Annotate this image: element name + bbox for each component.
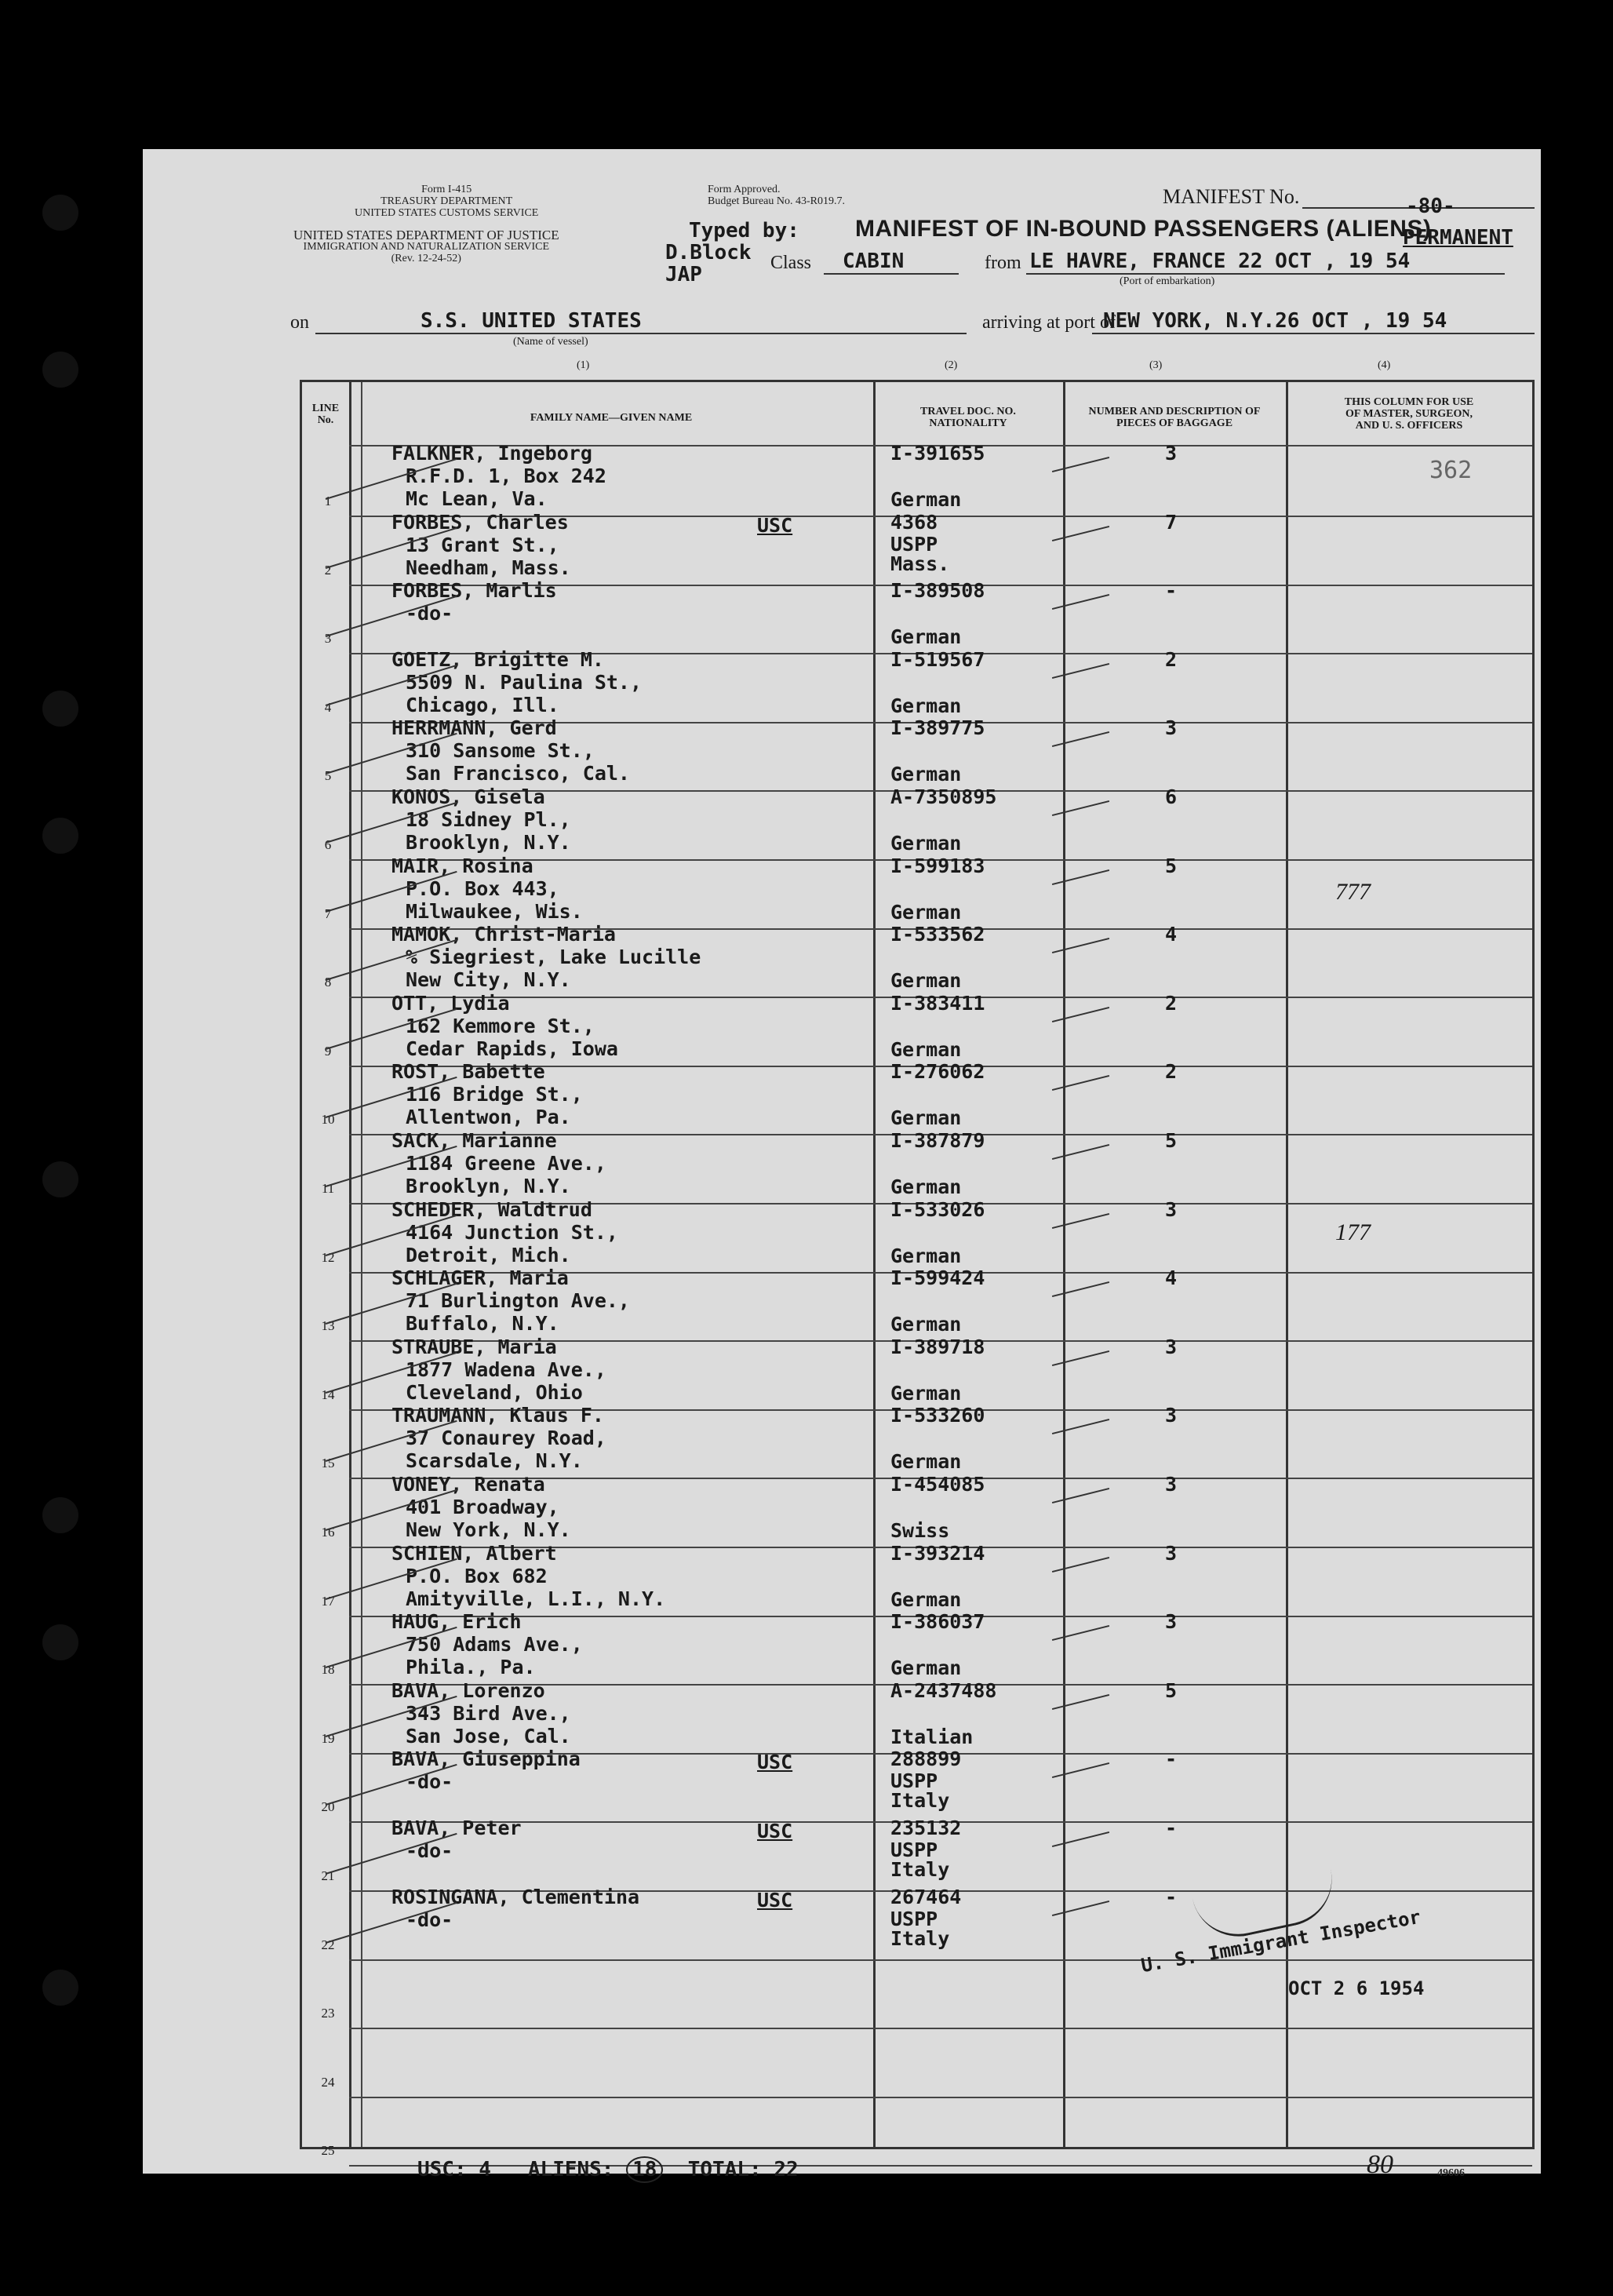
passenger-name: HERRMANN, Gerd <box>391 716 557 740</box>
table-row <box>302 991 1532 1066</box>
travel-doc-no: I-389508 <box>890 579 985 603</box>
passenger-name-address <box>391 1404 606 1473</box>
col-travel-doc: TRAVEL DOC. NO. NATIONALITY <box>920 406 1016 429</box>
nationality: German <box>890 1106 962 1130</box>
passenger-name-address <box>391 1748 581 1794</box>
arriving-label: arriving at port of <box>982 312 1116 333</box>
check-mark <box>1052 1075 1109 1091</box>
baggage-count: 6 <box>1165 785 1178 808</box>
passenger-name: BAVA, Peter <box>391 1817 522 1839</box>
line-number: 15 <box>321 1456 335 1471</box>
passenger-name: FORBES, Marlis <box>391 579 557 603</box>
line-number: 14 <box>321 1387 335 1402</box>
passenger-address: New York, N.Y. <box>406 1518 571 1541</box>
punch-hole <box>42 1970 78 2006</box>
passenger-name: KONOS, Gisela <box>391 785 545 808</box>
baggage-count: 4 <box>1165 923 1178 946</box>
travel-doc-no: A-2437488 <box>890 1678 997 1702</box>
passenger-name: TRAUMANN, Klaus F. <box>391 1404 604 1427</box>
table-row <box>302 785 1532 860</box>
col-marker-1: (1) <box>577 359 590 371</box>
handwritten-mark: 777 <box>1335 879 1371 905</box>
line-number: 8 <box>324 975 332 990</box>
passenger-name-address <box>391 1610 583 1679</box>
passenger-name-address <box>391 1197 618 1266</box>
line-number: 21 <box>321 1868 335 1883</box>
form-number: Form I-415 TREASURY DEPARTMENT UNITED STATES CUSTOMS SERVICE <box>355 184 539 219</box>
travel-doc-no: I-454085 <box>890 1473 985 1496</box>
passenger-address: -do- <box>406 1839 453 1862</box>
vessel-name: S.S. UNITED STATES <box>421 309 642 333</box>
permanent-mark: PERMANENT <box>1403 226 1513 250</box>
baggage-count: - <box>1165 1748 1178 1771</box>
baggage-count: 5 <box>1165 1129 1178 1152</box>
passenger-name: FORBES, Charles <box>391 510 569 534</box>
nationality: German <box>890 969 962 993</box>
col-marker-3: (3) <box>1149 359 1163 371</box>
table-row <box>302 1404 1532 1478</box>
passenger-name: HAUG, Erich <box>391 1610 522 1634</box>
travel-doc-no: I-519567 <box>890 647 985 671</box>
passenger-name-address <box>391 991 618 1060</box>
inspector-stamp: U. S. Immigrant Inspector <box>1139 1905 1422 1977</box>
check-mark <box>1052 526 1109 541</box>
travel-doc-no: I-599424 <box>890 1266 985 1290</box>
passenger-address: P.O. Box 682 <box>406 1564 548 1587</box>
passenger-name-address <box>391 510 571 579</box>
passenger-address: 18 Sidney Pl., <box>406 808 571 831</box>
nationality: German <box>890 1587 962 1611</box>
line-number: 6 <box>324 837 332 852</box>
line-number: 22 <box>321 1937 335 1952</box>
passenger-address: 343 Bird Ave., <box>406 1701 571 1725</box>
line-number: 3 <box>324 631 332 647</box>
line-number: 24 <box>321 2074 335 2090</box>
baggage-count: 4 <box>1165 1266 1178 1290</box>
travel-doc-no: I-276062 <box>890 1060 985 1084</box>
passenger-address: R.F.D. 1, Box 242 <box>406 465 606 487</box>
line-number: 1 <box>324 494 332 508</box>
nationality: Italian <box>890 1725 974 1748</box>
passenger-address: P.O. Box 443, <box>406 876 559 900</box>
nationality: German <box>890 1313 962 1336</box>
passenger-name: SACK, Marianne <box>391 1129 557 1152</box>
passenger-address: Buffalo, N.Y. <box>406 1312 559 1336</box>
passenger-address: Mc Lean, Va. <box>406 487 548 510</box>
baggage-count: 2 <box>1165 991 1178 1015</box>
travel-doc-no: I-533562 <box>890 923 985 946</box>
nationality: USPP Mass. <box>890 532 950 575</box>
baggage-count: 5 <box>1165 1678 1178 1702</box>
passenger-address: San Jose, Cal. <box>406 1724 571 1748</box>
col-baggage: NUMBER AND DESCRIPTION OF PIECES OF BAGGAGE <box>1088 406 1261 429</box>
line-number: 13 <box>321 1318 335 1334</box>
table-row <box>302 1541 1532 1616</box>
passenger-address: -do- <box>406 602 453 625</box>
passenger-name: SCHEDER, Waldtrud <box>391 1197 592 1221</box>
table-row <box>302 510 1532 585</box>
table-row <box>302 1266 1532 1341</box>
passenger-address: 1877 Wadena Ave., <box>406 1358 606 1381</box>
table-row <box>302 579 1532 654</box>
check-mark <box>1052 1281 1109 1297</box>
line-number: 19 <box>321 1730 335 1746</box>
travel-doc-no: A-7350895 <box>890 785 997 808</box>
travel-doc-no: I-383411 <box>890 991 985 1015</box>
passenger-table <box>300 380 1535 2159</box>
baggage-count: 3 <box>1165 1335 1178 1358</box>
passenger-address: Milwaukee, Wis. <box>406 899 583 923</box>
passenger-address: Amityville, L.I., N.Y. <box>406 1587 666 1610</box>
passenger-name-address <box>391 854 583 923</box>
check-mark <box>1052 800 1109 816</box>
check-mark <box>1052 938 1109 953</box>
baggage-count: 3 <box>1165 1404 1178 1427</box>
passenger-name: MAIR, Rosina <box>391 854 533 877</box>
usc-mark: USC <box>757 1888 793 1912</box>
passenger-name: STRAUBE, Maria <box>391 1335 557 1358</box>
baggage-count: 5 <box>1165 854 1178 877</box>
baggage-count: 7 <box>1165 510 1178 534</box>
check-mark <box>1052 663 1109 679</box>
line-number: 16 <box>321 1525 335 1540</box>
nationality: German <box>890 1175 962 1198</box>
passenger-name-address <box>391 1817 522 1862</box>
nationality: German <box>890 1037 962 1061</box>
passenger-address: Brooklyn, N.Y. <box>406 831 571 854</box>
passenger-name-address <box>391 1678 571 1748</box>
check-mark <box>1052 1007 1109 1022</box>
punch-hole <box>42 691 78 727</box>
manifest-no: -80- <box>1406 195 1455 218</box>
vessel-caption: (Name of vessel) <box>513 336 588 348</box>
travel-doc-no: I-533026 <box>890 1197 985 1221</box>
passenger-name: VONEY, Renata <box>391 1473 545 1496</box>
travel-doc-no: I-387879 <box>890 1129 985 1152</box>
nationality: German <box>890 694 962 717</box>
passenger-address: 5509 N. Paulina St., <box>406 670 643 694</box>
line-number: 11 <box>321 1181 335 1196</box>
punch-hole <box>42 195 78 231</box>
passenger-address: 37 Conaurey Road, <box>406 1427 606 1450</box>
baggage-count: 3 <box>1165 716 1178 740</box>
baggage-count: 3 <box>1165 1541 1178 1565</box>
punch-hole <box>42 352 78 388</box>
typed-by: Typed by: D.Block JAP <box>665 219 799 286</box>
table-row <box>302 442 1532 516</box>
passenger-name: SCHLAGER, Maria <box>391 1266 569 1290</box>
passenger-name: ROST, Babette <box>391 1060 545 1084</box>
line-number: 25 <box>321 2143 335 2159</box>
arrival-port: NEW YORK, N.Y.26 OCT , 19 54 <box>1103 309 1447 333</box>
passenger-name: FALKNER, Ingeborg <box>391 442 592 465</box>
baggage-count: 2 <box>1165 647 1178 671</box>
travel-doc-no: I-389718 <box>890 1335 985 1358</box>
page-title: MANIFEST OF IN-BOUND PASSENGERS (ALIENS) <box>855 216 1432 242</box>
line-number: 2 <box>324 562 332 578</box>
baggage-count: - <box>1165 1885 1178 1908</box>
vessel-line <box>315 333 967 334</box>
passenger-name: BAVA, Giuseppina <box>391 1748 581 1771</box>
baggage-count: - <box>1165 1817 1178 1839</box>
line-number: 17 <box>321 1593 335 1609</box>
check-mark <box>1052 1557 1109 1573</box>
passenger-address: Brooklyn, N.Y. <box>406 1175 571 1197</box>
line-number: 5 <box>324 768 332 784</box>
aliens-circled: 18 <box>626 2156 663 2183</box>
nationality: German <box>890 488 962 511</box>
from-label: from <box>985 253 1021 273</box>
punch-hole <box>42 818 78 854</box>
nationality: German <box>890 1381 962 1405</box>
form-code: 49606 <box>1437 2167 1465 2179</box>
table-row <box>302 1748 1532 1822</box>
passenger-name-address <box>391 716 630 785</box>
passenger-address: New City, N.Y. <box>406 968 571 992</box>
baggage-count: 3 <box>1165 1473 1178 1496</box>
justice-department: UNITED STATES DEPARTMENT OF JUSTICE IMMIGRATION AND NATURALIZATION SERVICE (Rev. 12-24-52) <box>293 228 559 264</box>
nationality: German <box>890 900 962 924</box>
passenger-name-address <box>391 1885 640 1931</box>
baggage-count: 3 <box>1165 1610 1178 1634</box>
passenger-address: 13 Grant St., <box>406 533 559 556</box>
line-number: 23 <box>321 2006 335 2021</box>
passenger-name-address <box>391 579 557 625</box>
col-marker-2: (2) <box>945 359 958 371</box>
passenger-name-address <box>391 1473 571 1541</box>
passenger-name-address <box>391 1335 606 1404</box>
line-number: 12 <box>321 1249 335 1265</box>
check-mark <box>1052 1901 1109 1916</box>
punch-hole <box>42 1161 78 1197</box>
table-row <box>302 1678 1532 1754</box>
passenger-address: Cedar Rapids, Iowa <box>406 1037 618 1060</box>
passenger-name: GOETZ, Brigitte M. <box>391 647 604 671</box>
handwritten-80: 80 <box>1367 2150 1393 2179</box>
class-label: Class <box>770 253 812 273</box>
usc-mark: USC <box>757 513 793 537</box>
travel-doc-no: I-386037 <box>890 1610 985 1634</box>
passenger-address: 4164 Junction St., <box>406 1220 618 1244</box>
travel-doc-no: 235132 <box>890 1817 962 1839</box>
table-row <box>302 923 1532 997</box>
form-approved: Form Approved. Budget Bureau No. 43-R019.7. <box>708 184 845 207</box>
passenger-address: 116 Bridge St., <box>406 1083 583 1106</box>
passenger-name: BAVA, Lorenzo <box>391 1678 545 1702</box>
passenger-address: 71 Burlington Ave., <box>406 1289 630 1313</box>
col-marker-4: (4) <box>1378 359 1391 371</box>
nationality: USPP Italy <box>890 1839 950 1881</box>
passenger-address: Allentwon, Pa. <box>406 1106 571 1129</box>
manifest-no-label: MANIFEST No. <box>1163 185 1300 208</box>
check-mark <box>1052 1694 1109 1710</box>
check-mark <box>1052 731 1109 747</box>
line-number: 18 <box>321 1662 335 1678</box>
table-row <box>302 1610 1532 1685</box>
nationality: German <box>890 1450 962 1474</box>
check-mark <box>1052 1419 1109 1434</box>
check-mark <box>1052 1762 1109 1778</box>
page-number-stamp: 362 <box>1429 457 1473 484</box>
passenger-name-address <box>391 1129 606 1197</box>
table-row <box>302 647 1532 723</box>
check-mark <box>1052 1625 1109 1641</box>
handwritten-mark: 177 <box>1335 1219 1371 1245</box>
passenger-address: Scarsdale, N.Y. <box>406 1449 583 1473</box>
manifest-page <box>143 149 1541 2181</box>
punch-hole <box>42 1624 78 1660</box>
baggage-count: 3 <box>1165 1197 1178 1221</box>
nationality: German <box>890 763 962 786</box>
col-name: FAMILY NAME—GIVEN NAME <box>530 412 693 424</box>
usc-mark: USC <box>757 1751 793 1774</box>
line-number: 4 <box>324 699 332 715</box>
line-number: 9 <box>324 1043 332 1059</box>
table-row <box>302 1129 1532 1204</box>
passenger-name: SCHIEN, Albert <box>391 1541 557 1565</box>
passenger-address: Phila., Pa. <box>406 1656 536 1679</box>
passenger-address: 401 Broadway, <box>406 1496 559 1518</box>
inspector-date: OCT 2 6 1954 <box>1288 1977 1425 1999</box>
passenger-name: OTT, Lydia <box>391 991 510 1015</box>
passenger-address: -do- <box>406 1908 453 1931</box>
passenger-name: ROSINGANA, Clementina <box>391 1885 640 1908</box>
port-caption: (Port of embarkation) <box>1120 275 1215 287</box>
passenger-name: MAMOK, Christ-Maria <box>391 923 616 946</box>
nationality: German <box>890 625 962 649</box>
passenger-address: -do- <box>406 1770 453 1794</box>
check-mark <box>1052 1144 1109 1160</box>
line-number: 7 <box>324 906 332 921</box>
table-row <box>302 1473 1532 1547</box>
passenger-name-address <box>391 1541 666 1610</box>
col-line-no: LINE No. <box>311 403 340 426</box>
passenger-name-address <box>391 923 701 992</box>
travel-doc-no: I-389775 <box>890 716 985 740</box>
travel-doc-no: 288899 <box>890 1748 962 1771</box>
nationality: German <box>890 1244 962 1267</box>
passenger-name-address <box>391 1060 583 1129</box>
check-mark <box>1052 869 1109 885</box>
check-mark <box>1052 1350 1109 1366</box>
passenger-address: 750 Adams Ave., <box>406 1633 583 1656</box>
passenger-address: Chicago, Ill. <box>406 693 559 716</box>
travel-doc-no: 267464 <box>890 1885 962 1908</box>
passenger-name-address <box>391 1266 630 1336</box>
class-value: CABIN <box>843 250 905 273</box>
on-label: on <box>290 312 309 333</box>
nationality: Swiss <box>890 1519 950 1542</box>
check-mark <box>1052 1213 1109 1229</box>
passenger-name-address <box>391 442 606 510</box>
nationality: German <box>890 832 962 855</box>
baggage-count: - <box>1165 579 1178 603</box>
table-row <box>302 1817 1532 1891</box>
check-mark <box>1052 594 1109 610</box>
passenger-address: Detroit, Mich. <box>406 1243 571 1266</box>
usc-mark: USC <box>757 1820 793 1842</box>
passenger-address: San Francisco, Cal. <box>406 762 630 785</box>
passenger-address: % Siegriest, Lake Lucille <box>406 946 701 969</box>
passenger-address: Cleveland, Ohio <box>406 1380 583 1404</box>
travel-doc-no: I-533260 <box>890 1404 985 1427</box>
class-line <box>824 273 959 275</box>
table-row <box>302 2029 1532 2097</box>
line-number: 10 <box>321 1112 335 1128</box>
travel-doc-no: 4368 <box>890 510 938 534</box>
passenger-name-address <box>391 647 643 716</box>
travel-doc-no: I-599183 <box>890 854 985 877</box>
passenger-address: 1184 Greene Ave., <box>406 1152 606 1175</box>
travel-doc-no: I-393214 <box>890 1541 985 1565</box>
line-number: 20 <box>321 1799 335 1815</box>
from-line <box>1026 273 1505 275</box>
passenger-address: Needham, Mass. <box>406 556 571 579</box>
passenger-address: 310 Sansome St., <box>406 739 595 763</box>
nationality: USPP Italy <box>890 1769 950 1813</box>
totals-line: USC: 4 ALIENS: 18 TOTAL: 22 <box>417 2158 799 2181</box>
check-mark <box>1052 457 1109 472</box>
table-row <box>302 1060 1532 1135</box>
passenger-address: 162 Kemmore St., <box>406 1014 595 1037</box>
passenger-name-address <box>391 785 571 854</box>
travel-doc-no: I-391655 <box>890 442 985 465</box>
punch-hole <box>42 1497 78 1533</box>
nationality: USPP Italy <box>890 1907 950 1950</box>
port-of-embarkation: LE HAVRE, FRANCE 22 OCT , 19 54 <box>1029 250 1411 273</box>
baggage-count: 3 <box>1165 442 1178 465</box>
nationality: German <box>890 1656 962 1680</box>
table-row <box>302 716 1532 791</box>
check-mark <box>1052 1488 1109 1503</box>
baggage-count: 2 <box>1165 1060 1178 1084</box>
col-officers: THIS COLUMN FOR USE OF MASTER, SURGEON, AND U. S. OFFICERS <box>1344 396 1474 432</box>
arrival-line <box>1092 333 1535 334</box>
check-mark <box>1052 1831 1109 1847</box>
table-row <box>302 1335 1532 1410</box>
